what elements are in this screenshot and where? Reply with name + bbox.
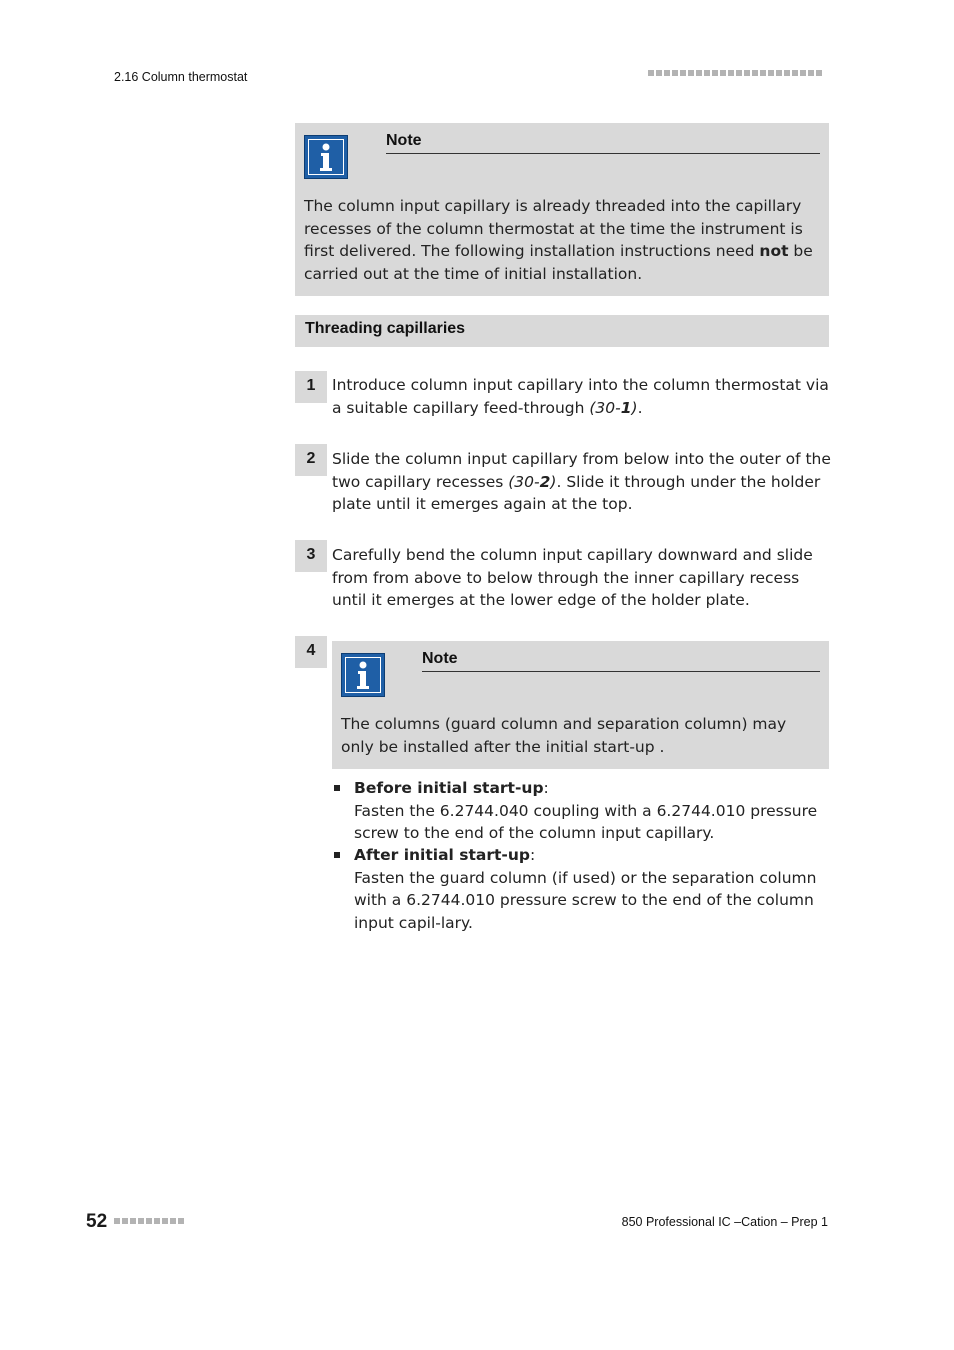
step-number: 3 bbox=[295, 540, 327, 572]
page-number: 52 bbox=[86, 1211, 108, 1232]
bullet-marker bbox=[334, 785, 340, 791]
note-title: Note bbox=[386, 132, 820, 154]
decor-squares-bottom bbox=[114, 1218, 184, 1224]
decor-squares-top bbox=[648, 70, 822, 76]
note-box bbox=[295, 123, 829, 296]
step-text: Slide the column input capillary from below into the outer of the two capillary recesses (30-2). Slide it through under the holder plate until it emerges again at the top. bbox=[332, 450, 831, 513]
info-icon bbox=[304, 135, 348, 179]
step-text: Introduce column input capillary into the column thermostat via a suitable capillary feed-through (30-1). bbox=[332, 376, 829, 417]
document-title: 850 Professional IC –Cation – Prep 1 bbox=[621, 1215, 828, 1229]
bullet-item: Before initial start-up: Fasten the 6.2744.040 coupling with a 6.2744.010 pressure screw to the end of the column input capillary. bbox=[354, 779, 818, 842]
step-number: 4 bbox=[295, 636, 327, 668]
section-heading: Threading capillaries bbox=[305, 320, 466, 337]
note-text: The column input capillary is already threaded into the capillary recesses of the column thermostat at the time the instrument is first delivered. The following installation instructions need not be carried out at the time of initial installation. bbox=[304, 197, 813, 283]
note-text: The columns (guard column and separation column) may only be installed after the initial start-up . bbox=[341, 715, 787, 756]
section-header: 2.16 Column thermostat bbox=[114, 70, 248, 84]
section-heading-bar bbox=[295, 315, 829, 347]
bullet-item: After initial start-up: Fasten the guard column (if used) or the separation column with a 6.2744.010 pressure screw to the end of the column input capil-lary. bbox=[354, 846, 817, 932]
note-box bbox=[332, 641, 829, 769]
info-icon bbox=[341, 653, 385, 697]
step-number: 2 bbox=[295, 444, 327, 476]
step-number: 1 bbox=[295, 371, 327, 403]
step-text: Carefully bend the column input capillary downward and slide from from above to below through the inner capillary recess until it emerges at the lower edge of the holder plate. bbox=[332, 546, 813, 609]
note-title: Note bbox=[422, 650, 820, 672]
bullet-marker bbox=[334, 852, 340, 858]
